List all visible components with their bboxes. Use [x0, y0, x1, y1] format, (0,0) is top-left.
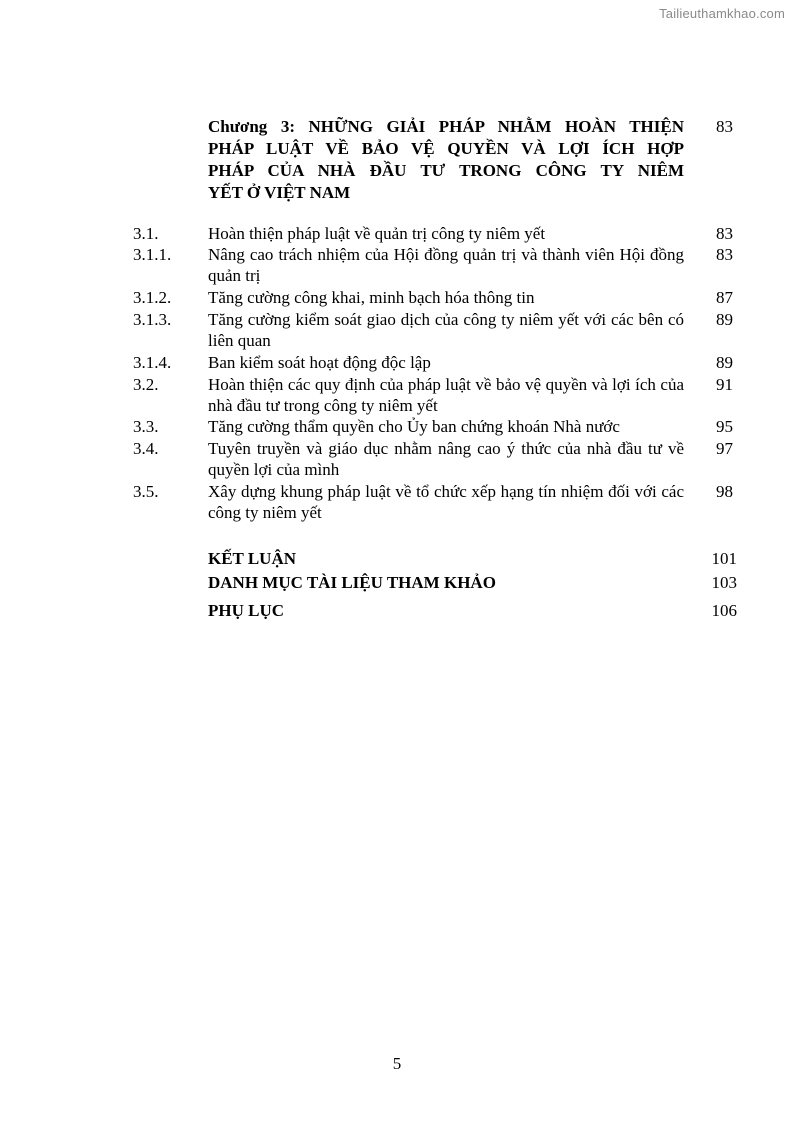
- page-number: 5: [392, 1054, 402, 1073]
- toc-entry-page: 98: [716, 482, 733, 501]
- chapter-title-line: Chương 3: NHỮNG GIẢI PHÁP NHẰM HOÀN THIỆN: [208, 117, 684, 136]
- toc-entry-number: 3.1.: [133, 224, 159, 243]
- chapter-3-page: 83: [716, 117, 733, 136]
- toc-back-title: PHỤ LỤC: [208, 601, 285, 620]
- chapter-title-line: PHÁP CỦA NHÀ ĐẦU TƯ TRONG CÔNG TY NIÊM: [208, 161, 684, 180]
- chapter-3-title: [208, 116, 684, 204]
- toc-entry-title: Hoàn thiện các quy định của pháp luật về bảo vệ quyền và lợi ích của nhà đầu tư trong công ty niêm yết: [208, 375, 684, 415]
- toc-entry-title: Nâng cao trách nhiệm của Hội đồng quản trị và thành viên Hội đồng quản trị: [208, 245, 684, 285]
- toc-entry-number: 3.1.2.: [133, 288, 172, 307]
- toc-entry-title: Tuyên truyền và giáo dục nhằm nâng cao ý thức của nhà đầu tư về quyền lợi của mình: [208, 439, 684, 479]
- toc-entry-number: 3.4.: [133, 439, 159, 458]
- toc-entry-title: Hoàn thiện pháp luật về quản trị công ty niêm yết: [208, 224, 546, 243]
- chapter-title-line: YẾT Ở VIỆT NAM: [208, 183, 351, 202]
- toc-entry-page: 91: [716, 375, 733, 394]
- toc-back-title: KẾT LUẬN: [208, 549, 297, 568]
- toc-entry-title: Xây dựng khung pháp luật về tổ chức xếp hạng tín nhiệm đối với các công ty niêm yết: [208, 482, 684, 522]
- toc-entry-title: Tăng cường công khai, minh bạch hóa thông tin: [208, 288, 535, 307]
- toc-entry-page: 95: [716, 417, 733, 436]
- toc-back-page: 101: [711, 549, 737, 568]
- chapter-title-line: PHÁP LUẬT VỀ BẢO VỆ QUYỀN VÀ LỢI ÍCH HỢP: [208, 139, 684, 158]
- toc-entry-number: 3.2.: [133, 375, 159, 394]
- toc-entry-page: 89: [716, 353, 733, 372]
- toc-entry-page: 87: [716, 288, 733, 307]
- toc-entry-number: 3.3.: [133, 417, 159, 436]
- toc-entry-page: 83: [716, 245, 733, 264]
- toc-entry-page: 83: [716, 224, 733, 243]
- toc-entry-number: 3.5.: [133, 482, 159, 501]
- watermark: Tailieuthamkhao.com: [659, 6, 785, 21]
- toc-entry-number: 3.1.4.: [133, 353, 172, 372]
- toc-entry-page: 89: [716, 310, 733, 329]
- toc-entry-title: Ban kiểm soát hoạt động độc lập: [208, 353, 431, 372]
- toc-entry-title: Tăng cường thẩm quyền cho Ủy ban chứng khoán Nhà nước: [208, 417, 620, 436]
- toc-entry-title: Tăng cường kiểm soát giao dịch của công ty niêm yết với các bên có liên quan: [208, 310, 684, 350]
- toc-back-page: 106: [711, 601, 737, 620]
- toc-entry-page: 97: [716, 439, 733, 458]
- toc-entry-number: 3.1.1.: [133, 245, 172, 264]
- toc-back-title: DANH MỤC TÀI LIỆU THAM KHẢO: [208, 573, 496, 592]
- toc-entry-number: 3.1.3.: [133, 310, 172, 329]
- toc-back-page: 103: [711, 573, 737, 592]
